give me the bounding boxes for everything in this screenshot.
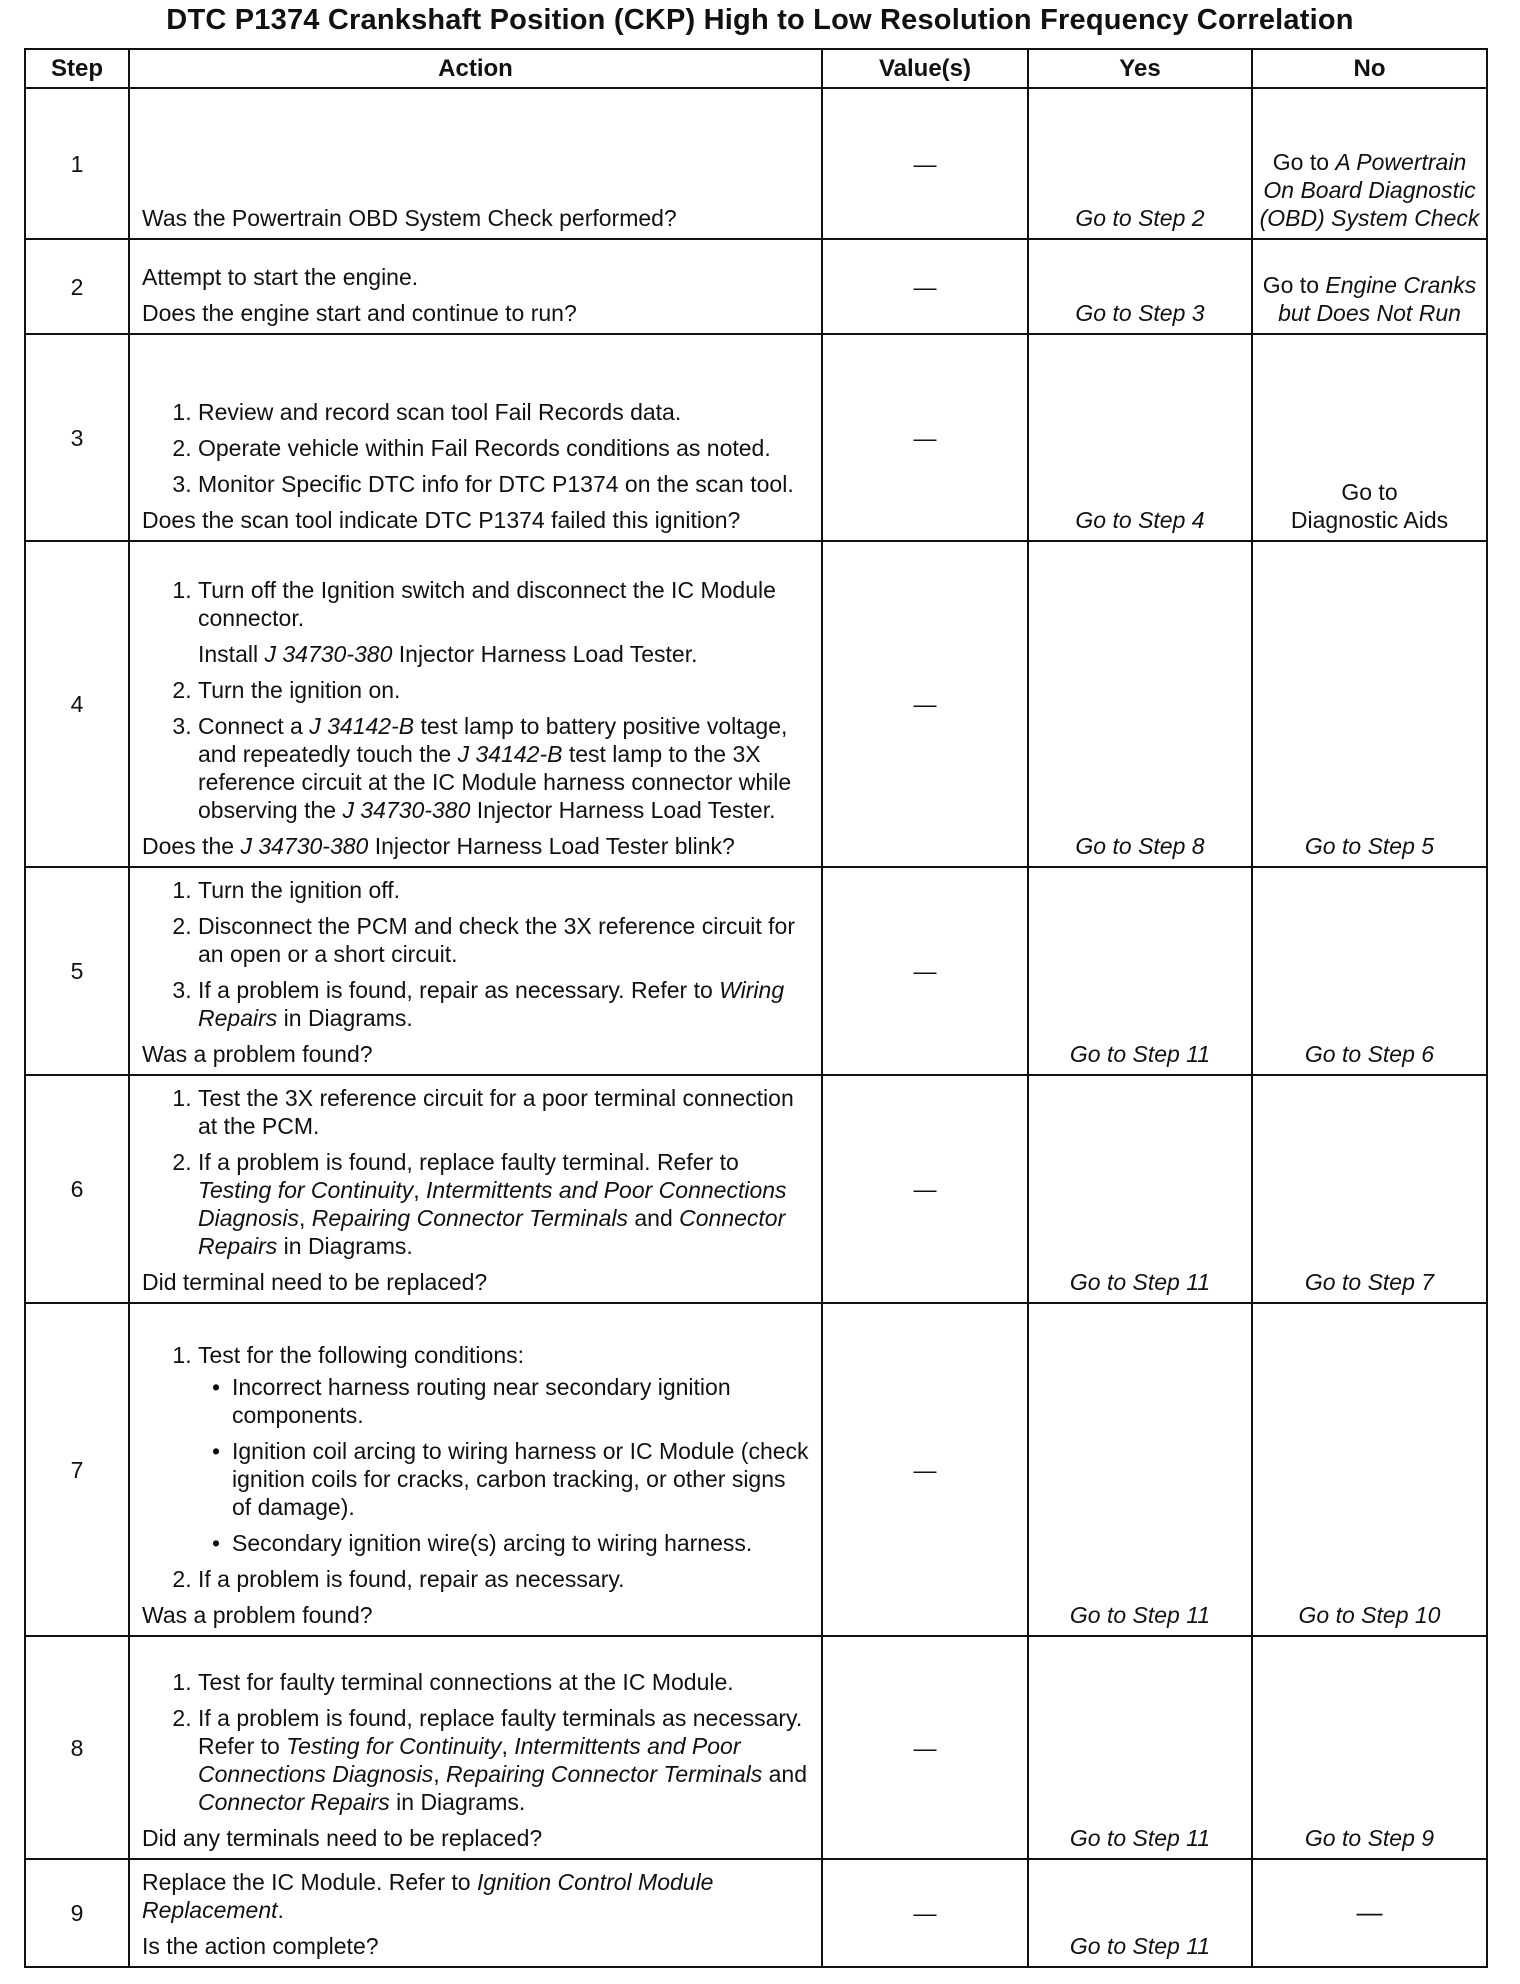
table-row: [25, 867, 1487, 1075]
no-link: A Powertrain On Board Diagnostic (OBD) System Check: [1259, 149, 1480, 231]
action-cell: [129, 867, 822, 1075]
yes-cell: Go to Step 11: [1028, 1636, 1252, 1859]
action-text: If a problem is found, replace faulty terminals as necessary. Refer to: [198, 1705, 803, 1759]
doc-reference: Testing for Continuity: [286, 1733, 502, 1759]
yes-cell: Go to Step 11: [1028, 867, 1252, 1075]
page-title: DTC P1374 Crankshaft Position (CKP) High to Low Resolution Frequency Correlation: [166, 4, 1354, 36]
action-step-item: [198, 976, 811, 1032]
action-cell: [129, 1859, 822, 1967]
action-question: Is the action complete?: [142, 1933, 379, 1959]
value-cell: —: [822, 1636, 1028, 1859]
action-steps: [142, 576, 811, 824]
doc-reference: Intermittents and Poor Connections Diagnosis: [198, 1733, 741, 1787]
action-text: If a problem is found, replace faulty terminal. Refer to: [198, 1149, 739, 1175]
table-row: [25, 1859, 1487, 1967]
step-number: 9: [25, 1859, 129, 1967]
action-question: Does the scan tool indicate DTC P1374 failed this ignition?: [142, 507, 741, 533]
header-step: Step: [25, 49, 129, 88]
no-prefix: Go to: [1262, 272, 1326, 298]
action-step-item: 1. Review and record scan tool Fail Records data.: [198, 398, 811, 426]
tool-reference: J 34730-380: [264, 641, 393, 667]
value-cell: —: [822, 334, 1028, 541]
yes-cell: Go to Step 11: [1028, 1303, 1252, 1636]
action-text: Injector Harness Load Tester.: [392, 641, 698, 667]
value-cell: —: [822, 541, 1028, 867]
doc-reference: Repairing Connector Terminals: [311, 1205, 628, 1231]
step-number: 6: [25, 1075, 129, 1303]
action-step-item: [198, 1341, 811, 1557]
action-steps: [142, 1084, 811, 1260]
value-cell: —: [822, 1859, 1028, 1967]
action-question: Was a problem found?: [142, 1041, 373, 1067]
header-yes: Yes: [1028, 49, 1252, 88]
table-row: [25, 1075, 1487, 1303]
header-no: No: [1252, 49, 1487, 88]
step-number: 7: [25, 1303, 129, 1636]
action-cell: [129, 334, 822, 541]
action-question: Was the Powertrain OBD System Check performed?: [142, 205, 677, 231]
table-row: [25, 1303, 1487, 1636]
action-text: test lamp to battery positive voltage, and repeatedly touch the: [198, 713, 788, 767]
value-cell: —: [822, 1303, 1028, 1636]
header-value: Value(s): [822, 49, 1028, 88]
yes-cell: Go to Step 11: [1028, 1075, 1252, 1303]
action-question: [142, 832, 811, 860]
action-question: Did terminal need to be replaced?: [142, 1269, 488, 1295]
dtc-table: [24, 48, 1488, 1968]
action-text: Connect a: [198, 713, 310, 739]
action-text: Turn off the Ignition switch and disconnect the IC Module connector.: [198, 577, 776, 631]
doc-reference: Wiring Repairs: [198, 977, 785, 1031]
no-cell: [1252, 239, 1487, 334]
table-row: [25, 88, 1487, 239]
tool-reference: J 34142-B: [457, 741, 563, 767]
action-text: ,: [299, 1205, 312, 1231]
action-step-item: 1. Test the 3X reference circuit for a poor terminal connection at the PCM.: [198, 1084, 811, 1140]
step-number: 2: [25, 239, 129, 334]
action-text: Install: [198, 641, 265, 667]
tool-reference: J 34730-380: [342, 797, 471, 823]
step-number: 3: [25, 334, 129, 541]
action-text: Replace the IC Module. Refer to: [142, 1869, 477, 1895]
action-step-item: 1. Test for faulty terminal connections at the IC Module.: [198, 1668, 811, 1696]
no-prefix: Go to: [1272, 149, 1336, 175]
action-text: Injector Harness Load Tester blink?: [368, 833, 735, 859]
action-text: ,: [433, 1761, 447, 1787]
action-cell: [129, 1303, 822, 1636]
action-cell: [129, 1075, 822, 1303]
action-step-item: 2. Turn the ignition on.: [198, 676, 811, 704]
table-row: [25, 334, 1487, 541]
yes-cell: Go to Step 3: [1028, 239, 1252, 334]
action-question: Was a problem found?: [142, 1602, 373, 1628]
action-subtext: [198, 640, 811, 668]
doc-reference: Repairing Connector Terminals: [446, 1761, 763, 1787]
yes-cell: Go to Step 11: [1028, 1859, 1252, 1967]
action-step-item: 2. If a problem is found, repair as necessary.: [198, 1565, 811, 1593]
no-cell: [1252, 88, 1487, 239]
value-cell: —: [822, 867, 1028, 1075]
action-text: in Diagrams.: [277, 1005, 413, 1031]
action-question: Does the engine start and continue to run?: [142, 300, 577, 326]
condition-list: [198, 1373, 811, 1557]
action-text: .: [277, 1897, 284, 1923]
condition-item: • Ignition coil arcing to wiring harness or IC Module (check ignition coils for cracks, carbon tracking, or other signs of damage).: [232, 1437, 811, 1521]
action-text: test lamp to the 3X reference circuit at the IC Module harness connector while observing the: [198, 741, 792, 823]
doc-reference: Ignition Control Module Replacement: [142, 1869, 714, 1923]
tool-reference: J 34730-380: [240, 833, 369, 859]
action-step-item: [198, 712, 811, 824]
action-text: ,: [413, 1177, 426, 1203]
action-step-item: [198, 1148, 811, 1260]
no-cell: [1252, 334, 1487, 541]
no-cell: —: [1252, 1859, 1487, 1967]
step-number: 8: [25, 1636, 129, 1859]
action-step-item: [198, 1704, 811, 1816]
action-steps: [142, 876, 811, 1032]
doc-reference: Connector Repairs: [198, 1205, 786, 1259]
action-text: Does the: [142, 833, 241, 859]
value-cell: —: [822, 239, 1028, 334]
no-cell: Go to Step 7: [1252, 1075, 1487, 1303]
step-number: 5: [25, 867, 129, 1075]
action-step-item: 3. Monitor Specific DTC info for DTC P1374 on the scan tool.: [198, 470, 811, 498]
action-step-item: 1. Turn the ignition off.: [198, 876, 811, 904]
action-text: in Diagrams.: [389, 1789, 526, 1815]
step-number: 4: [25, 541, 129, 867]
action-intro: Attempt to start the engine.: [142, 264, 419, 290]
doc-reference: Connector Repairs: [198, 1789, 390, 1815]
action-text: in Diagrams.: [277, 1233, 413, 1259]
table-row: [25, 239, 1487, 334]
no-link: Diagnostic Aids: [1290, 507, 1449, 533]
condition-item: • Secondary ignition wire(s) arcing to wiring harness.: [232, 1529, 811, 1557]
action-steps: [142, 1341, 811, 1593]
no-cell: Go to Step 6: [1252, 867, 1487, 1075]
action-cell: [129, 239, 822, 334]
action-question: Did any terminals need to be replaced?: [142, 1825, 543, 1851]
no-cell: Go to Step 9: [1252, 1636, 1487, 1859]
step-number: 1: [25, 88, 129, 239]
value-cell: —: [822, 1075, 1028, 1303]
condition-item: • Incorrect harness routing near secondary ignition components.: [232, 1373, 811, 1429]
no-cell: Go to Step 5: [1252, 541, 1487, 867]
action-text: and: [627, 1205, 680, 1231]
table-row: [25, 541, 1487, 867]
header-row: [25, 49, 1487, 88]
action-steps: [142, 398, 811, 498]
table-row: [25, 1636, 1487, 1859]
action-text: and: [762, 1761, 807, 1787]
action-step-item: 2. Operate vehicle within Fail Records conditions as noted.: [198, 434, 811, 462]
action-cell: [129, 1636, 822, 1859]
header-action: Action: [129, 49, 822, 88]
action-text: Injector Harness Load Tester.: [470, 797, 776, 823]
action-step-item: [198, 576, 811, 668]
action-cell: [129, 88, 822, 239]
action-cell: [129, 541, 822, 867]
yes-cell: Go to Step 8: [1028, 541, 1252, 867]
yes-cell: Go to Step 4: [1028, 334, 1252, 541]
no-cell: Go to Step 10: [1252, 1303, 1487, 1636]
action-text: Test for the following conditions:: [198, 1342, 525, 1368]
doc-reference: Testing for Continuity: [198, 1177, 414, 1203]
action-text: If a problem is found, repair as necessary. Refer to: [198, 977, 720, 1003]
no-link: Engine Cranks but Does Not Run: [1278, 272, 1477, 326]
value-cell: —: [822, 88, 1028, 239]
no-prefix: Go to: [1341, 479, 1398, 505]
action-steps: [142, 1668, 811, 1816]
action-intro: [142, 1868, 811, 1924]
action-text: ,: [501, 1733, 515, 1759]
yes-cell: Go to Step 2: [1028, 88, 1252, 239]
action-step-item: 2. Disconnect the PCM and check the 3X reference circuit for an open or a short circuit.: [198, 912, 811, 968]
doc-reference: Intermittents and Poor Connections Diagnosis: [198, 1177, 787, 1231]
tool-reference: J 34142-B: [309, 713, 415, 739]
